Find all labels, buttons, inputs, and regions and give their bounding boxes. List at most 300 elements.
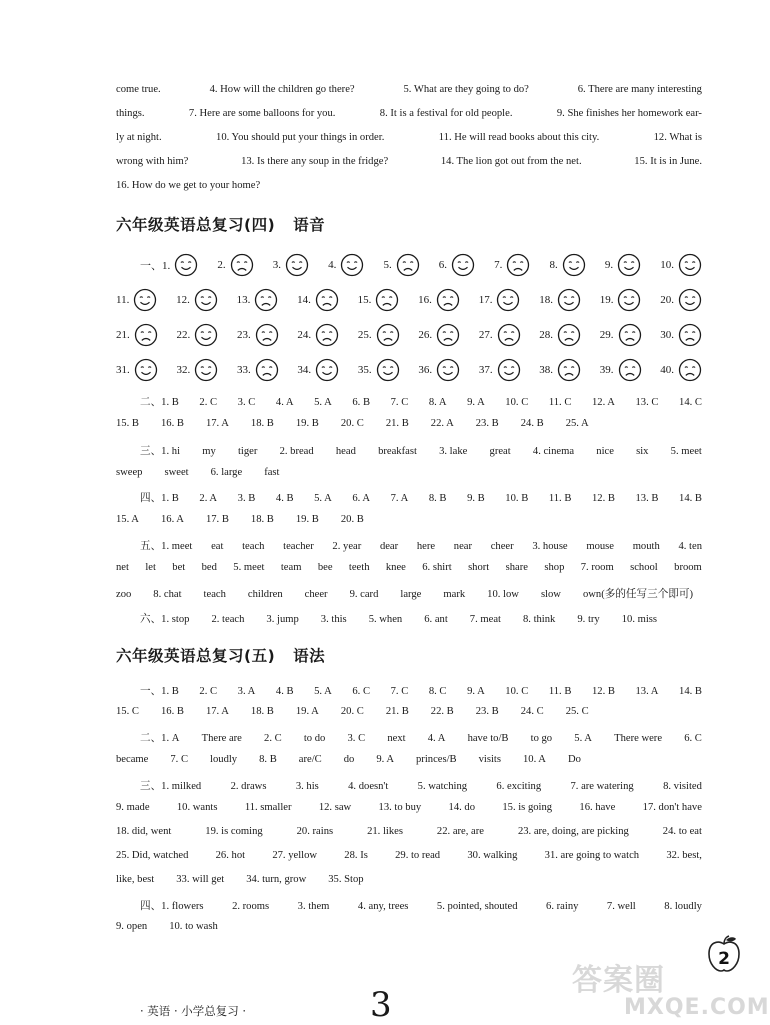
answer-item: 6. exciting (496, 781, 542, 792)
item-number: 18. (539, 294, 553, 306)
frowning-face-icon (134, 323, 158, 347)
answer-item: 19. B (295, 418, 319, 429)
answer-item: 14. B (679, 493, 702, 504)
smiling-face-icon (496, 288, 520, 312)
face-answer (418, 288, 460, 312)
frowning-face-icon (315, 323, 339, 347)
item-number: 28. (539, 329, 554, 341)
answer-item: net (116, 562, 129, 573)
frowning-face-icon (557, 358, 581, 382)
answer-item: 22. are, are (436, 826, 484, 837)
item-number: 34. (297, 364, 312, 376)
answer-item: 2. draws (230, 781, 267, 792)
face-answer (479, 323, 521, 347)
face-answer (660, 358, 702, 382)
item-number: 26. (418, 329, 433, 341)
answer-item: 3. B (237, 493, 256, 504)
item-number: 29. (599, 329, 614, 341)
answer-item: 7. C (390, 397, 409, 408)
answer-item: let (145, 562, 156, 573)
section-4-line (140, 538, 702, 553)
answer-item: 5. A (314, 493, 332, 504)
answer-item: 33. will get (176, 874, 225, 885)
answer-item: short (468, 562, 490, 573)
answer-item: There were (614, 733, 663, 744)
answer-item: 27. yellow (272, 850, 318, 861)
smiling-face-icon (617, 288, 641, 312)
face-answer (600, 358, 642, 382)
frowning-face-icon (254, 288, 278, 312)
answer-item: 10. low (487, 589, 519, 600)
item-number: 24. (297, 329, 312, 341)
answer-item: 24. C (520, 706, 544, 717)
answer-item: cheer (304, 589, 328, 600)
frowning-face-icon (255, 323, 279, 347)
section-5-line (116, 850, 702, 861)
item-number: 27. (478, 329, 493, 341)
answer-item: 11. C (548, 397, 572, 408)
face-answer (479, 358, 521, 382)
item-number: 19. (599, 294, 614, 306)
answer-item: 3. C (237, 397, 256, 408)
answer-item: own(多的任写三个即可) (582, 589, 694, 600)
face-row (140, 250, 702, 280)
face-row (116, 285, 702, 315)
answer-item: 6. A (352, 493, 371, 504)
answer-item: to go (530, 733, 553, 744)
answer-item: 4. How will the children go there? (209, 84, 355, 95)
item-number: 16. (418, 294, 432, 306)
answer-item: 8. A (428, 397, 447, 408)
answer-item: nice (596, 446, 614, 457)
answer-item: bee (317, 562, 333, 573)
answer-item: 2. C (199, 397, 218, 408)
answer-item: to do (303, 733, 326, 744)
face-answer (237, 358, 279, 382)
answer-item: 11. B (548, 493, 572, 504)
watermark-bottom: MXQE.COM (624, 995, 770, 1020)
answer-item: 9. She finishes her homework ear- (556, 108, 702, 119)
section-5-line (140, 730, 702, 745)
face-answer (237, 288, 279, 312)
answer-item: 6. There are many interesting (577, 84, 702, 95)
answer-item: 8. It is a festival for old people. (379, 108, 513, 119)
answer-item: 28. Is (344, 850, 368, 861)
answer-item: 3. his (295, 781, 319, 792)
answer-item: became (116, 754, 149, 765)
section-5-line (116, 754, 702, 765)
item-number: 30. (660, 329, 674, 341)
face-answer (539, 358, 581, 382)
answer-item: 3. this (320, 614, 347, 625)
face-answer (418, 358, 460, 382)
answer-item: 32. best, (666, 850, 702, 861)
smiling-face-icon (174, 253, 198, 277)
smiling-face-icon (134, 358, 158, 382)
answer-item: 15. C (116, 706, 139, 717)
answer-item: 16. A (160, 514, 184, 525)
answer-item: mouth (632, 541, 660, 552)
frowning-face-icon (230, 253, 254, 277)
answer-item: mark (443, 589, 466, 600)
answer-item: 8. B (428, 493, 447, 504)
answer-item: 四、1. flowers (140, 901, 204, 912)
answer-item: 14. do (448, 802, 476, 813)
answer-item: 24. to eat (662, 826, 702, 837)
frowning-face-icon (497, 323, 521, 347)
item-number: 7. (494, 259, 503, 271)
answer-item: 16. B (160, 706, 184, 717)
face-answer (605, 253, 641, 277)
answer-item: 18. B (250, 418, 274, 429)
face-answer (140, 253, 198, 277)
answer-item: 22. B (430, 706, 454, 717)
item-number: 31. (116, 364, 130, 376)
item-number: 38. (539, 364, 554, 376)
frowning-face-icon (255, 358, 279, 382)
answer-item: 16. How do we get to your home? (116, 180, 261, 191)
answer-item: 4. any, trees (357, 901, 409, 912)
answer-item: 2. bread (279, 446, 314, 457)
answer-item: 9. try (577, 614, 600, 625)
answer-item: 13. B (635, 493, 659, 504)
face-row (116, 355, 702, 385)
answer-item: like, best (116, 874, 155, 885)
section-4-title: 六年级英语总复习(四) (116, 216, 276, 234)
answer-item: 3. lake (439, 446, 468, 457)
face-answer (176, 323, 218, 347)
item-number: 12. (176, 294, 190, 306)
answer-item: 6. rainy (546, 901, 579, 912)
answer-item: 4. doesn't (348, 781, 389, 792)
face-answer (539, 288, 581, 312)
answer-item: 2. rooms (232, 901, 270, 912)
answer-item: 2. year (332, 541, 362, 552)
smiling-face-icon (617, 253, 641, 277)
answer-item: 二、1. B (140, 397, 179, 408)
answer-item: sweet (164, 467, 189, 478)
answer-item: 14. C (679, 397, 702, 408)
answer-item: 15. is going (502, 802, 553, 813)
answer-item: 12. A (591, 397, 615, 408)
smiling-face-icon (451, 253, 475, 277)
smiling-face-icon (194, 323, 218, 347)
smiling-face-icon (315, 358, 339, 382)
answer-item: tiger (237, 446, 258, 457)
section-5-topic: 语法 (293, 647, 326, 665)
item-number: 25. (357, 329, 372, 341)
item-number: 23. (236, 329, 251, 341)
item-number: 8. (549, 259, 558, 271)
answer-item: 15. B (116, 418, 139, 429)
answer-item: 7. room (580, 562, 614, 573)
answer-item: 8. loudly (664, 901, 702, 912)
frowning-face-icon (618, 358, 642, 382)
answer-item: knee (385, 562, 406, 573)
answer-item: 26. hot (215, 850, 246, 861)
face-answer (660, 323, 702, 347)
answer-item: shop (544, 562, 565, 573)
smiling-face-icon (194, 358, 218, 382)
answer-item: large (400, 589, 422, 600)
answer-item: 3. C (347, 733, 366, 744)
answer-item: 35. Stop (328, 874, 364, 885)
answer-item: 7. C (390, 686, 409, 697)
answer-item: loudly (210, 754, 238, 765)
answer-item: 18. B (250, 706, 274, 717)
answer-item: 25. Did, watched (116, 850, 189, 861)
answer-item: 21. likes (367, 826, 403, 837)
section-5-heading (116, 644, 325, 666)
answer-item: eat (211, 541, 224, 552)
answer-item: 7. meat (469, 614, 501, 625)
section-4-line (140, 443, 702, 458)
smiling-face-icon (678, 288, 702, 312)
section-4-line (116, 467, 702, 478)
answer-item: 6. shirt (422, 562, 452, 573)
face-answer (297, 358, 339, 382)
frowning-face-icon (678, 358, 702, 382)
item-number: 22. (176, 329, 191, 341)
face-answer (600, 323, 642, 347)
section-4-line (116, 418, 702, 429)
answer-item: my (202, 446, 216, 457)
answer-item: 2. teach (211, 614, 245, 625)
answer-item: 24. B (520, 418, 544, 429)
face-answer (176, 358, 218, 382)
smiling-face-icon (557, 288, 581, 312)
face-answer (358, 288, 400, 312)
face-answer (539, 323, 581, 347)
smiling-face-icon (285, 253, 309, 277)
answer-item: cheer (490, 541, 514, 552)
answer-item: share (505, 562, 528, 573)
answer-item: 19. B (295, 514, 319, 525)
answer-item: children (247, 589, 283, 600)
smiling-face-icon (497, 358, 521, 382)
answer-item: 5. What are they going to do? (403, 84, 529, 95)
face-answer (439, 253, 475, 277)
answer-item: school (630, 562, 658, 573)
section-5-line (116, 874, 702, 885)
answer-item: 10. C (505, 397, 529, 408)
answer-item: 9. open (116, 921, 148, 932)
answer-item: 29. to read (395, 850, 441, 861)
answer-item: There are (201, 733, 242, 744)
face-answer (660, 288, 702, 312)
answer-item: 4. A (275, 397, 294, 408)
answer-item: 31. are going to watch (544, 850, 640, 861)
face-answer (328, 253, 364, 277)
answer-item: 4. B (275, 493, 294, 504)
answer-item: 7. Here are some balloons for you. (188, 108, 336, 119)
answer-item: 6. B (352, 397, 371, 408)
answer-item: 2. C (264, 733, 282, 744)
item-number: 20. (660, 294, 674, 306)
answer-item: 16. have (579, 802, 616, 813)
answer-item: 5. A (314, 397, 332, 408)
answer-item: 2. A (199, 493, 218, 504)
continued-line (116, 156, 702, 167)
section-5-line (140, 683, 702, 698)
answer-item: 17. B (205, 514, 229, 525)
answer-item: teach (203, 589, 226, 600)
smiling-face-icon (376, 358, 400, 382)
answer-item: 21. B (385, 418, 409, 429)
answer-item: mouse (586, 541, 614, 552)
frowning-face-icon (618, 323, 642, 347)
answer-item: 15. A (116, 514, 139, 525)
answer-item: 22. A (430, 418, 454, 429)
answer-item: 一、1. B (140, 686, 179, 697)
answer-item: near (453, 541, 473, 552)
answer-item: fast (264, 467, 280, 478)
answer-item: 3. them (297, 901, 330, 912)
answer-item: do (343, 754, 355, 765)
item-number: 15. (357, 294, 372, 306)
answer-item: teach (242, 541, 265, 552)
face-row (116, 320, 702, 350)
item-number: 36. (418, 364, 433, 376)
item-number: 3. (272, 259, 281, 271)
answer-item: 19. is coming (205, 826, 263, 837)
answer-item: next (387, 733, 406, 744)
answer-item: 6. C (352, 686, 371, 697)
item-number: 35. (357, 364, 372, 376)
answer-item: 20. C (340, 706, 364, 717)
frowning-face-icon (396, 253, 420, 277)
page-number: 3 (370, 985, 392, 1025)
answer-item: teacher (283, 541, 314, 552)
answer-item: 10. You should put your things in order. (216, 132, 385, 143)
item-number: 5. (383, 259, 392, 271)
answer-item: 11. smaller (244, 802, 292, 813)
answer-item: 20. C (340, 418, 364, 429)
answer-item: 10. A (522, 754, 546, 765)
answer-item: 25. A (565, 418, 589, 429)
frowning-face-icon (376, 323, 400, 347)
continued-line (116, 84, 702, 95)
answer-item: 23. B (475, 418, 499, 429)
answer-item: 20. rains (296, 826, 334, 837)
answer-item: 7. are watering (570, 781, 634, 792)
answer-item: 13. A (635, 686, 659, 697)
item-number: 21. (116, 329, 130, 341)
answer-item: 23. are, doing, are picking (517, 826, 629, 837)
answer-item: 6. C (684, 733, 702, 744)
answer-item: six (636, 446, 649, 457)
section-4-topic: 语音 (293, 216, 326, 234)
answer-item: dear (379, 541, 399, 552)
answer-item: 7. C (170, 754, 189, 765)
answer-item: 3. A (237, 686, 256, 697)
section-4-line (140, 490, 702, 505)
face-answer (176, 288, 218, 312)
answer-item: 二、1. A (140, 733, 180, 744)
answer-item: 11. B (548, 686, 572, 697)
answer-item: visits (478, 754, 501, 765)
section-4-line (116, 586, 702, 601)
answer-item: 8. B (259, 754, 277, 765)
answer-item: 5. meet (233, 562, 265, 573)
answer-item: 7. A (390, 493, 409, 504)
answer-item: slow (540, 589, 561, 600)
smiling-face-icon (678, 253, 702, 277)
item-number: 17. (478, 294, 493, 306)
frowning-face-icon (678, 323, 702, 347)
answer-item: 5. when (368, 614, 403, 625)
answer-item: 8. visited (663, 781, 702, 792)
item-number: 4. (328, 259, 337, 271)
frowning-face-icon (506, 253, 530, 277)
answer-item: have to/B (467, 733, 509, 744)
continued-line (116, 108, 702, 119)
answer-item: 4. A (427, 733, 446, 744)
face-answer (297, 323, 339, 347)
answer-item: 三、1. hi (140, 446, 181, 457)
answer-item: 9. A (467, 686, 485, 697)
answer-item: 17. A (205, 418, 229, 429)
section-5-line (116, 826, 702, 837)
answer-item: 5. A (574, 733, 592, 744)
answer-item: 25. C (565, 706, 589, 717)
continued-line (116, 180, 702, 191)
smiling-face-icon (562, 253, 586, 277)
answer-item: 34. turn, grow (246, 874, 307, 885)
answer-item: breakfast (378, 446, 417, 457)
item-number: 11. (116, 294, 130, 306)
answer-item: 五、1. meet (140, 541, 193, 552)
item-number: 37. (478, 364, 493, 376)
answer-item: team (280, 562, 302, 573)
answer-item: 13. Is there any soup in the fridge? (241, 156, 389, 167)
answer-item: ly at night. (116, 132, 162, 143)
answer-item: 12. B (591, 686, 615, 697)
item-number: 6. (438, 259, 448, 271)
answer-item: 9. A (467, 397, 485, 408)
apple-page-badge-icon (706, 934, 742, 979)
footer-label: · 英语 · 小学总复习 · (140, 1004, 247, 1018)
frowning-face-icon (375, 288, 399, 312)
item-number: 10. (660, 259, 674, 271)
item-number: 40. (660, 364, 674, 376)
answer-item: 3. jump (266, 614, 299, 625)
answer-item: princes/B (416, 754, 457, 765)
item-number: 33. (236, 364, 251, 376)
answer-item: 5. pointed, shouted (436, 901, 518, 912)
answer-item: wrong with him? (116, 156, 189, 167)
answer-item: bed (201, 562, 217, 573)
answer-item: 9. card (349, 589, 379, 600)
answer-item: 5. meet (670, 446, 702, 457)
answer-item: 8. chat (153, 589, 182, 600)
answer-item: 2. C (199, 686, 218, 697)
section-5-line (116, 706, 702, 717)
answer-item: 8. think (522, 614, 556, 625)
answer-item: teeth (348, 562, 370, 573)
face-answer (273, 253, 309, 277)
face-answer (358, 323, 400, 347)
face-answer (217, 253, 253, 277)
answer-item: broom (674, 562, 702, 573)
answer-item: 14. The lion got out from the net. (440, 156, 582, 167)
frowning-face-icon (557, 323, 581, 347)
answer-item: 7. well (606, 901, 636, 912)
answer-item: 12. B (591, 493, 615, 504)
answer-item: 9. A (376, 754, 394, 765)
face-answer (660, 253, 702, 277)
face-answer (358, 358, 400, 382)
